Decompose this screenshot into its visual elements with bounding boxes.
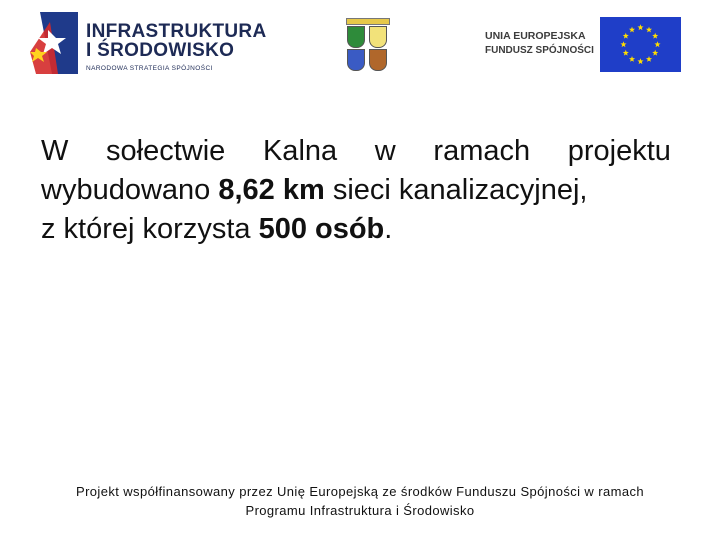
- beneficiaries-value: 500 osób: [258, 213, 385, 245]
- summary-text: wybudowano: [41, 174, 219, 206]
- project-summary: [41, 132, 671, 249]
- eu-flag-icon: [600, 17, 681, 72]
- summary-line-3: [41, 210, 671, 249]
- crest-shield-icon: [347, 49, 365, 71]
- logo-title-line1: INFRASTRUKTURA: [86, 21, 267, 42]
- crest-banner: [346, 18, 390, 25]
- cofinancing-footer: [0, 482, 720, 520]
- summary-word: ramach: [433, 135, 531, 167]
- crest-shield-icon: [347, 26, 365, 48]
- strategy-emblem-icon: [30, 12, 78, 74]
- footer-line-2: Programu Infrastruktura i Środowisko: [245, 503, 475, 518]
- logo-title-line2: I ŚRODOWISKO: [86, 40, 235, 61]
- summary-line-1: [41, 132, 671, 171]
- crest-shield-icon: [369, 26, 387, 48]
- sewer-length-value: 8,62 km: [218, 174, 325, 206]
- summary-word: projektu: [567, 135, 671, 167]
- summary-text: .: [384, 213, 393, 245]
- summary-word: W: [41, 135, 69, 167]
- infrastruktura-i-srodowisko-logo: [30, 12, 267, 74]
- header: [0, 0, 720, 90]
- summary-word: Kalna: [262, 135, 338, 167]
- crest-shield-icon: [369, 49, 387, 71]
- eu-fund-name: FUNDUSZ SPÓJNOŚCI: [485, 45, 594, 56]
- eu-title: UNIA EUROPEJSKA: [485, 30, 586, 42]
- footer-line-1: Projekt współfinansowany przez Unię Europejską ze środków Funduszu Spójności w ramach: [76, 484, 644, 499]
- logo-subtitle: NARODOWA STRATEGIA SPÓJNOŚCI: [86, 65, 213, 72]
- summary-text: sieci kanalizacyjnej,: [324, 174, 588, 206]
- summary-text: z której korzysta: [41, 213, 259, 245]
- unia-europejska-logo: [485, 17, 685, 73]
- summary-word: sołectwie: [106, 135, 226, 167]
- summary-word: w: [374, 135, 396, 167]
- summary-line-2: [41, 171, 671, 210]
- municipal-crests-logo: [344, 18, 390, 72]
